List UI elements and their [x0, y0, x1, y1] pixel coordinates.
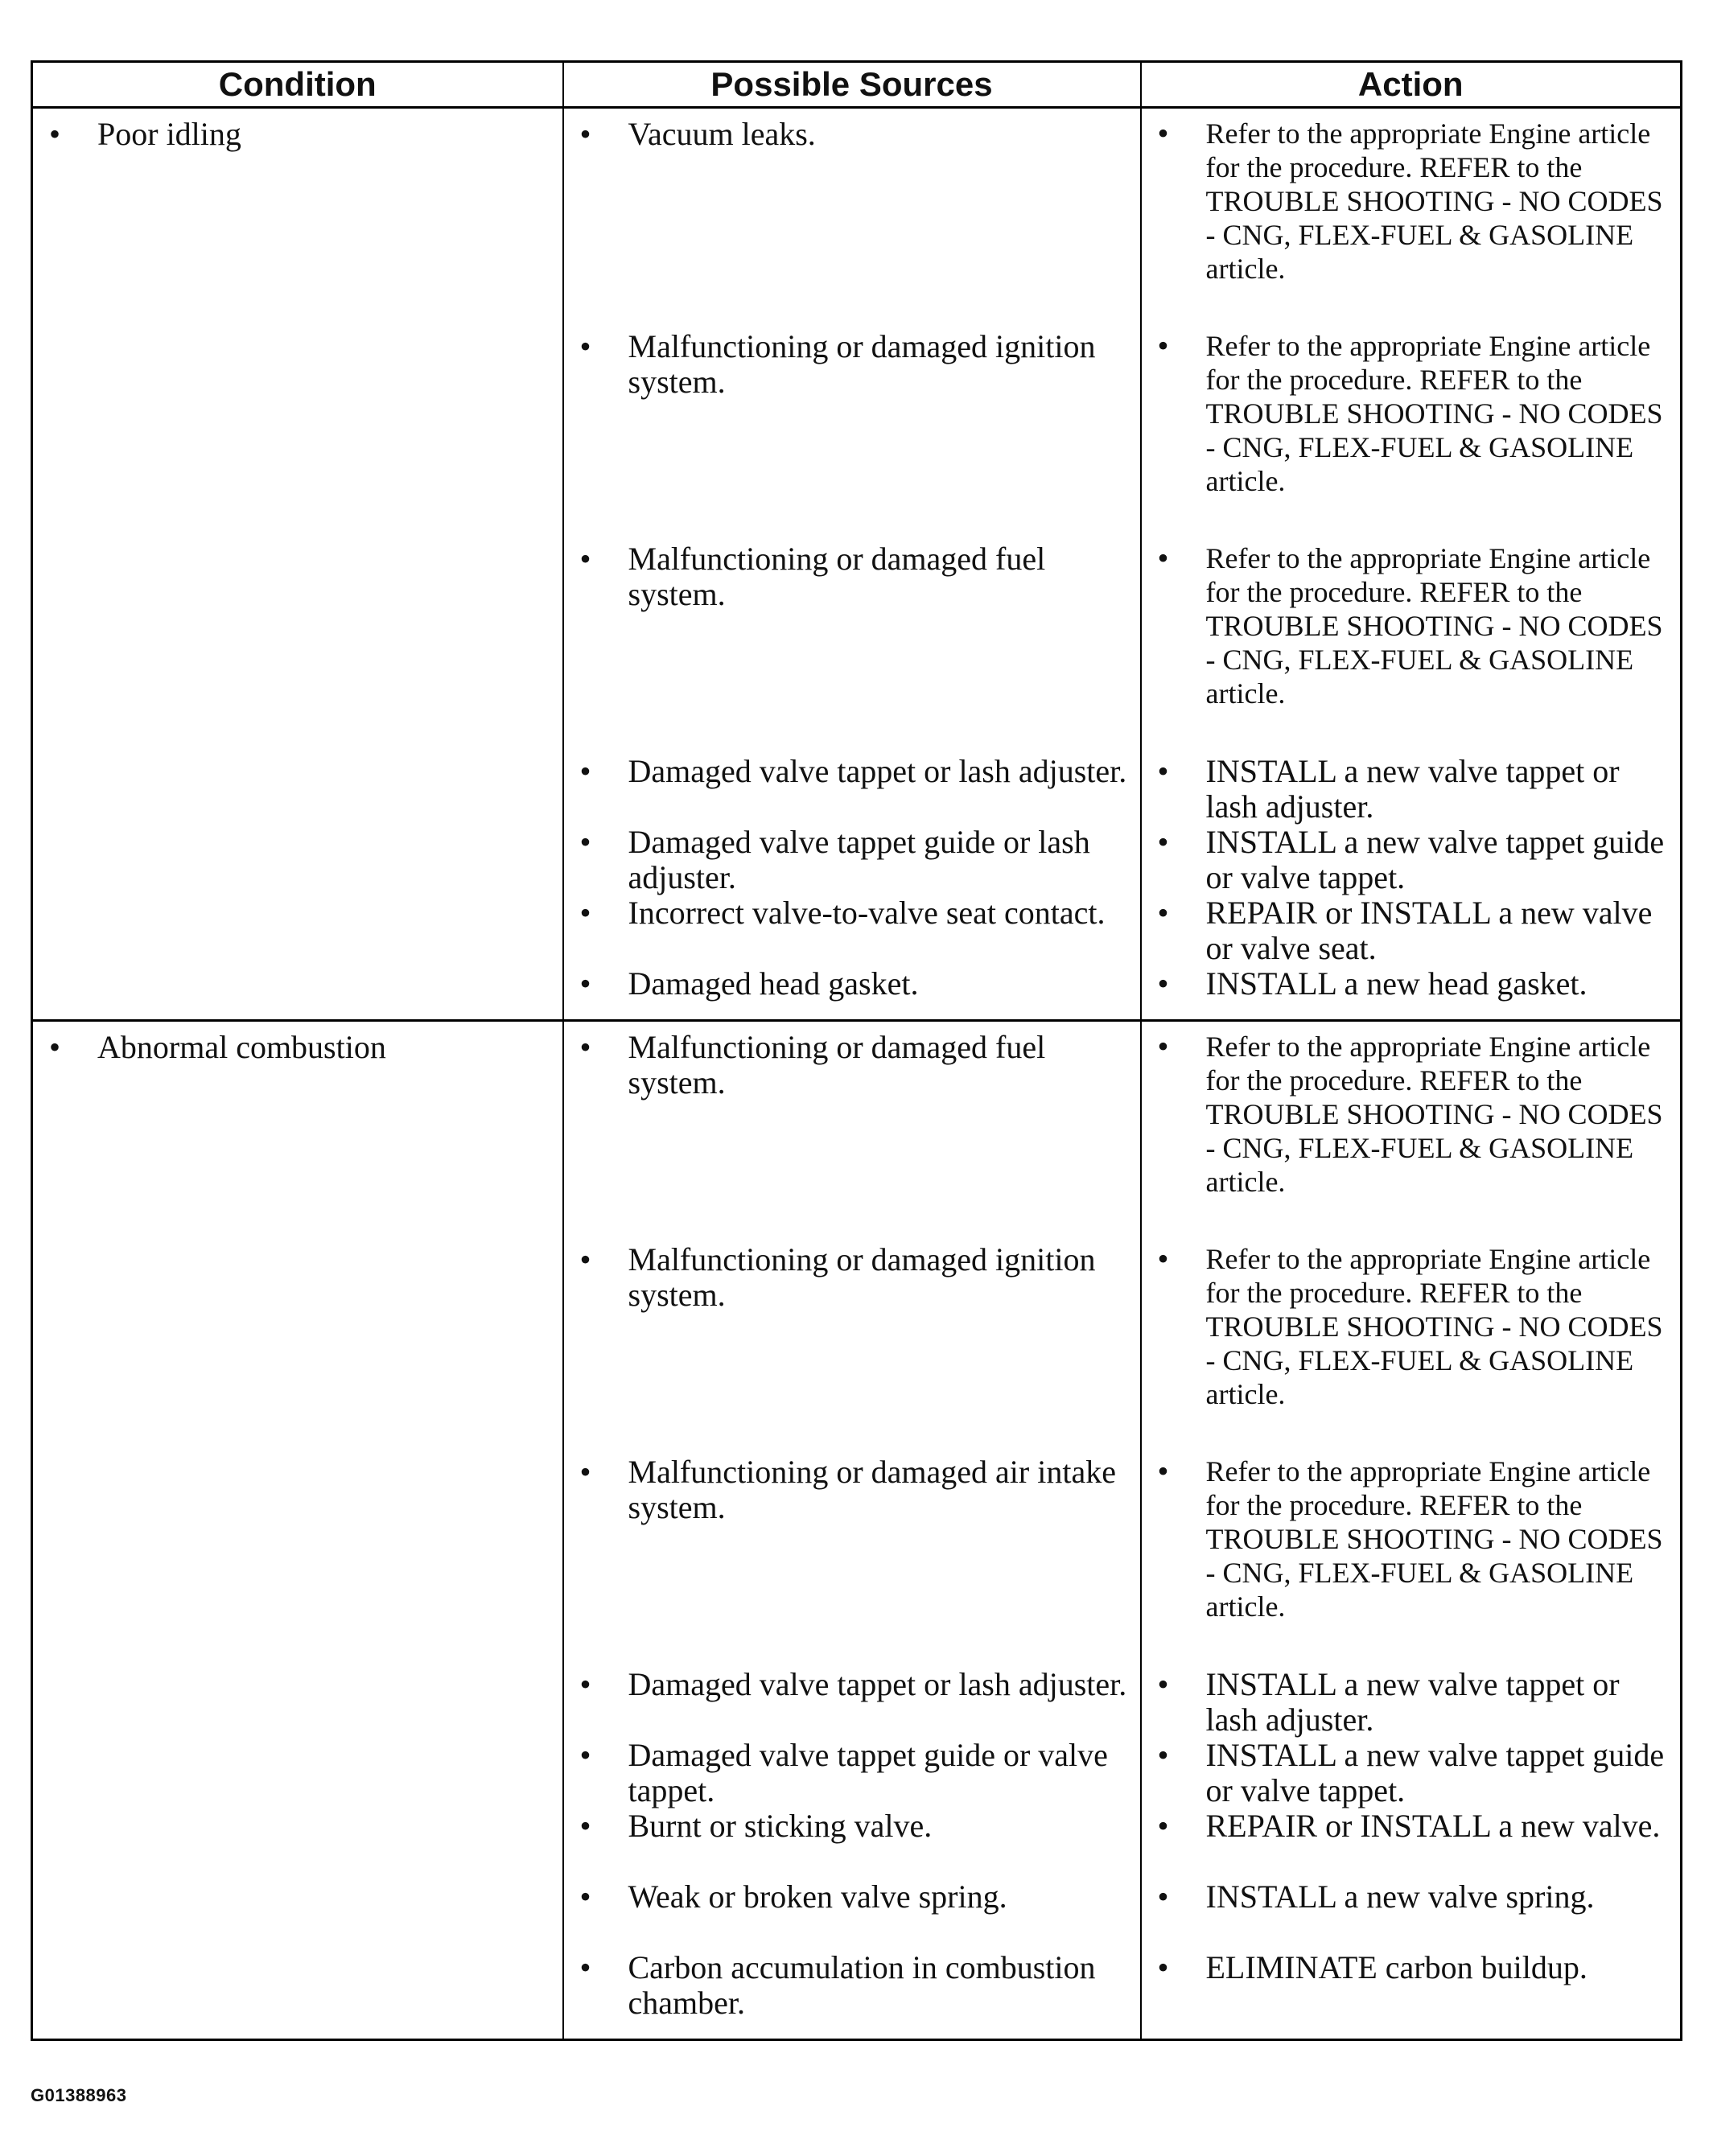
source-item: • Damaged valve tappet or lash adjuster. — [564, 1667, 1140, 1738]
action-item: • INSTALL a new valve tappet guide or valve tappet. — [1142, 825, 1681, 895]
source-item: • Malfunctioning or damaged air intake system. — [564, 1454, 1140, 1667]
source-item: • Damaged head gasket. — [564, 966, 1140, 1002]
source-item: • Vacuum leaks. — [564, 117, 1140, 329]
action-item: • ELIMINATE carbon buildup. — [1142, 1950, 1681, 1985]
figure-id-label: G01388963 — [31, 2085, 127, 2105]
action-item: • INSTALL a new valve tappet or lash adjuster. — [1142, 1667, 1681, 1738]
source-item: • Damaged valve tappet or lash adjuster. — [564, 754, 1140, 825]
actions-cell — [1141, 108, 1682, 1021]
source-item: • Malfunctioning or damaged ignition system. — [564, 329, 1140, 541]
action-item: • Refer to the appropriate Engine article for the procedure. REFER to the TROUBLE SHOOTING - NO CODES - CNG, FLEX-FUEL & GASOLINE article. — [1142, 541, 1681, 754]
source-item: • Burnt or sticking valve. — [564, 1808, 1140, 1879]
actions-cell — [1141, 1021, 1682, 2040]
condition-item: • Poor idling — [33, 117, 562, 152]
diagnosis-table — [31, 60, 1682, 2041]
header-condition: Condition — [32, 62, 563, 108]
header-possible-sources: Possible Sources — [563, 62, 1141, 108]
sources-cell — [563, 108, 1141, 1021]
header-action: Action — [1141, 62, 1682, 108]
condition-cell — [32, 1021, 563, 2040]
source-item: • Incorrect valve-to-valve seat contact. — [564, 895, 1140, 966]
action-item: • REPAIR or INSTALL a new valve. — [1142, 1808, 1681, 1879]
action-item: • Refer to the appropriate Engine article for the procedure. REFER to the TROUBLE SHOOTING - NO CODES - CNG, FLEX-FUEL & GASOLINE article. — [1142, 1030, 1681, 1242]
source-item: • Weak or broken valve spring. — [564, 1879, 1140, 1950]
action-item: • Refer to the appropriate Engine article for the procedure. REFER to the TROUBLE SHOOTING - NO CODES - CNG, FLEX-FUEL & GASOLINE article. — [1142, 1454, 1681, 1667]
source-item: • Malfunctioning or damaged fuel system. — [564, 1030, 1140, 1242]
action-item: • INSTALL a new valve tappet or lash adjuster. — [1142, 754, 1681, 825]
source-item: • Damaged valve tappet guide or lash adjuster. — [564, 825, 1140, 895]
condition-item: • Abnormal combustion — [33, 1030, 562, 1065]
header-row — [32, 62, 1682, 108]
action-item: • INSTALL a new valve spring. — [1142, 1879, 1681, 1950]
sources-cell — [563, 1021, 1141, 2040]
action-item: • INSTALL a new head gasket. — [1142, 966, 1681, 1002]
source-item: • Damaged valve tappet guide or valve tappet. — [564, 1738, 1140, 1808]
action-item: • REPAIR or INSTALL a new valve or valve seat. — [1142, 895, 1681, 966]
table-row — [32, 1021, 1682, 2040]
action-item: • Refer to the appropriate Engine article for the procedure. REFER to the TROUBLE SHOOTING - NO CODES - CNG, FLEX-FUEL & GASOLINE article. — [1142, 329, 1681, 541]
source-item: • Carbon accumulation in combustion chamber. — [564, 1950, 1140, 2021]
table-row — [32, 108, 1682, 1021]
condition-cell — [32, 108, 563, 1021]
source-item: • Malfunctioning or damaged ignition system. — [564, 1242, 1140, 1454]
source-item: • Malfunctioning or damaged fuel system. — [564, 541, 1140, 754]
action-item: • Refer to the appropriate Engine article for the procedure. REFER to the TROUBLE SHOOTING - NO CODES - CNG, FLEX-FUEL & GASOLINE article. — [1142, 117, 1681, 329]
action-item: • Refer to the appropriate Engine article for the procedure. REFER to the TROUBLE SHOOTING - NO CODES - CNG, FLEX-FUEL & GASOLINE article. — [1142, 1242, 1681, 1454]
action-item: • INSTALL a new valve tappet guide or valve tappet. — [1142, 1738, 1681, 1808]
